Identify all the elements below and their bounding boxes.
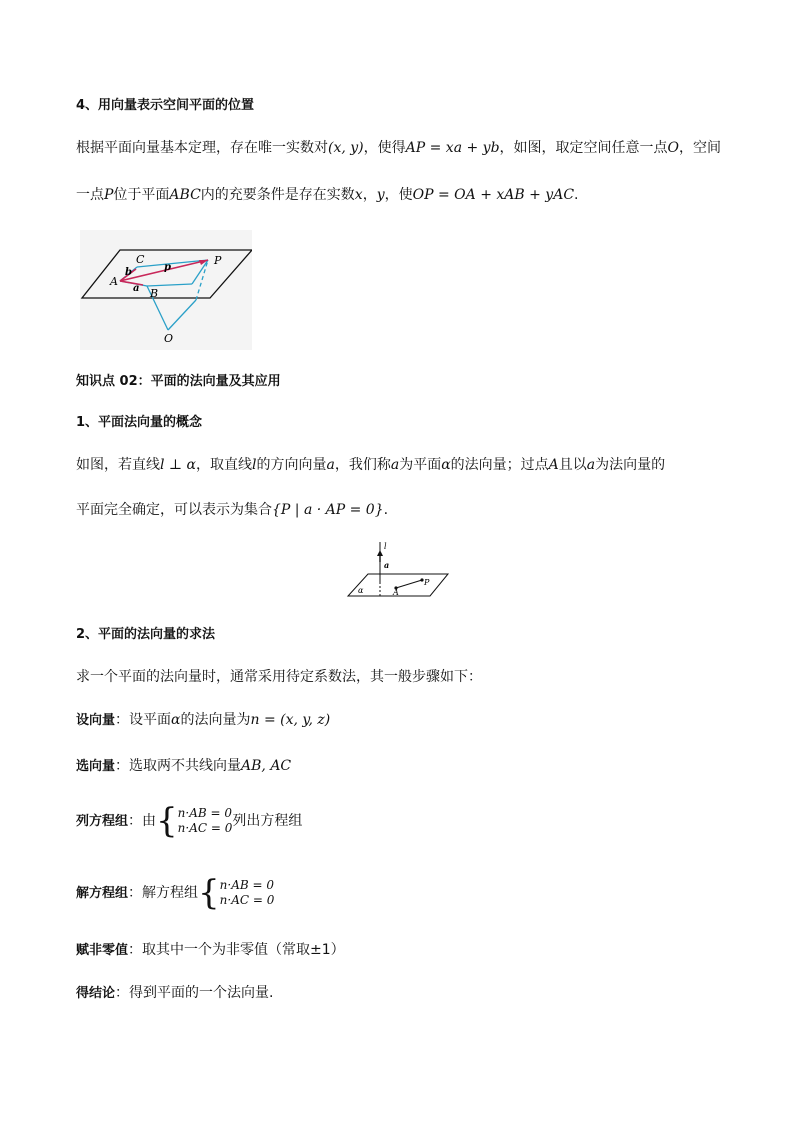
math-symbol: α — [171, 712, 181, 728]
label-b: b — [125, 267, 132, 278]
figure-normal-vector — [346, 540, 450, 600]
math-symbol: α — [441, 457, 451, 473]
equation-row: n·AC = 0 — [219, 893, 275, 907]
text-run: ，使得 — [363, 140, 406, 156]
math-symbol: ABC — [169, 187, 201, 203]
step-label: 赋非零值 — [76, 943, 129, 958]
math-symbol: O — [667, 140, 680, 156]
vector-formula: AP = xa + yb — [405, 140, 500, 156]
text-run: ：得到平面的一个法向量. — [115, 985, 274, 1001]
text-run: 的法向量；过点 — [450, 457, 549, 473]
math-symbol: a — [390, 457, 400, 473]
math-symbol: P — [104, 187, 114, 203]
vector-formula: AB, AC — [241, 758, 292, 774]
step-line — [76, 940, 345, 961]
knowledge-title: 知识点 02：平面的法向量及其应用 — [76, 374, 281, 389]
text-run: ，我们称 — [334, 457, 391, 473]
text-run: ，使 — [384, 187, 413, 203]
vector-formula: n = (x, y, z) — [250, 712, 331, 728]
line-AP — [396, 580, 422, 588]
section-heading: 2、平面的法向量的求法 — [76, 627, 216, 642]
math-symbol: a — [586, 457, 596, 473]
text-run: 一点 — [76, 187, 104, 203]
math-symbol: A — [548, 457, 559, 473]
sub-heading: 1、平面法向量的概念 — [76, 415, 203, 430]
brace-symbol: { — [156, 801, 178, 841]
equation-row: n·AC = 0 — [177, 821, 233, 835]
figure-plane-vectors — [80, 230, 252, 350]
step-line — [76, 800, 302, 843]
text-run: ，如图，取定空间任意一点 — [499, 140, 668, 156]
label-C: C — [136, 253, 145, 266]
arrow-head-a — [377, 550, 383, 556]
label-a: a — [133, 283, 140, 294]
label-p: p — [164, 262, 171, 273]
paragraph-line: 求一个平面的法向量时，通常采用待定系数法，其一般步骤如下： — [76, 669, 482, 685]
text-run: 为法向量的 — [595, 457, 666, 473]
vector-formula: OP = OA + xAB + yAC — [412, 187, 575, 203]
text-run: ，空间 — [679, 140, 722, 156]
equation-row: n·AB = 0 — [177, 806, 233, 820]
set-formula: {P | a · AP = 0} — [272, 502, 384, 518]
label-P: P — [424, 578, 430, 587]
math-symbol: a — [326, 457, 335, 473]
step-label: 选向量 — [76, 759, 116, 774]
text-run: ：取其中一个为非零值（常取±1） — [128, 942, 345, 958]
text-run: 平面完全确定，可以表示为集合 — [76, 502, 272, 518]
section-heading: 4、用向量表示空间平面的位置 — [76, 98, 255, 113]
step-line — [76, 872, 274, 915]
text-run: ，取直线 — [196, 457, 252, 473]
label-alpha: α — [358, 586, 364, 595]
text-run: 位于平面 — [113, 187, 170, 203]
step-label: 得结论 — [76, 986, 116, 1001]
text-run: ：设平面 — [115, 712, 172, 728]
text-run: 且以 — [558, 457, 587, 473]
paragraph-line — [76, 138, 721, 158]
label-l: l — [384, 542, 387, 551]
step-line — [76, 710, 330, 731]
math-symbol: l — [252, 457, 257, 473]
text-run: . — [574, 187, 579, 203]
step-label: 设向量 — [76, 713, 116, 728]
step-line — [76, 756, 291, 777]
text-run: . — [383, 502, 389, 518]
text-run: ：由 — [128, 813, 157, 829]
equation-system — [178, 806, 233, 836]
step-line — [76, 983, 273, 1004]
brace-symbol: { — [198, 873, 220, 913]
math-symbol: y — [376, 187, 385, 203]
equation-row: n·AB = 0 — [219, 878, 275, 892]
math-symbol: x — [354, 187, 363, 203]
step-label: 列方程组 — [76, 814, 129, 829]
text-run: 列出方程组 — [232, 813, 303, 829]
label-a: a — [384, 560, 390, 570]
label-A: A — [110, 275, 118, 288]
paragraph-line — [76, 185, 578, 205]
text-run: 为平面 — [399, 457, 442, 473]
text-run: 如图，若直线 — [76, 457, 160, 473]
math-perp: l ⊥ α — [160, 457, 196, 473]
paragraph-line — [76, 455, 665, 475]
text-run: ：选取两不共线向量 — [115, 758, 242, 774]
text-run: 的法向量为 — [180, 712, 251, 728]
text-run: ：解方程组 — [128, 885, 199, 901]
label-B: B — [150, 287, 159, 300]
text-run: 根据平面向量基本定理，存在唯一实数对 — [76, 140, 328, 156]
text-run: 的方向向量 — [256, 457, 327, 473]
math-pair: (x, y) — [328, 140, 364, 156]
paragraph-line — [76, 500, 388, 520]
text-run: 内的充要条件是存在实数 — [200, 187, 355, 203]
step-label: 解方程组 — [76, 886, 129, 901]
label-O: O — [164, 332, 174, 345]
equation-system — [220, 878, 275, 908]
text-run: ， — [362, 187, 377, 203]
label-P-point: P — [214, 254, 222, 267]
label-A: A — [393, 588, 399, 597]
